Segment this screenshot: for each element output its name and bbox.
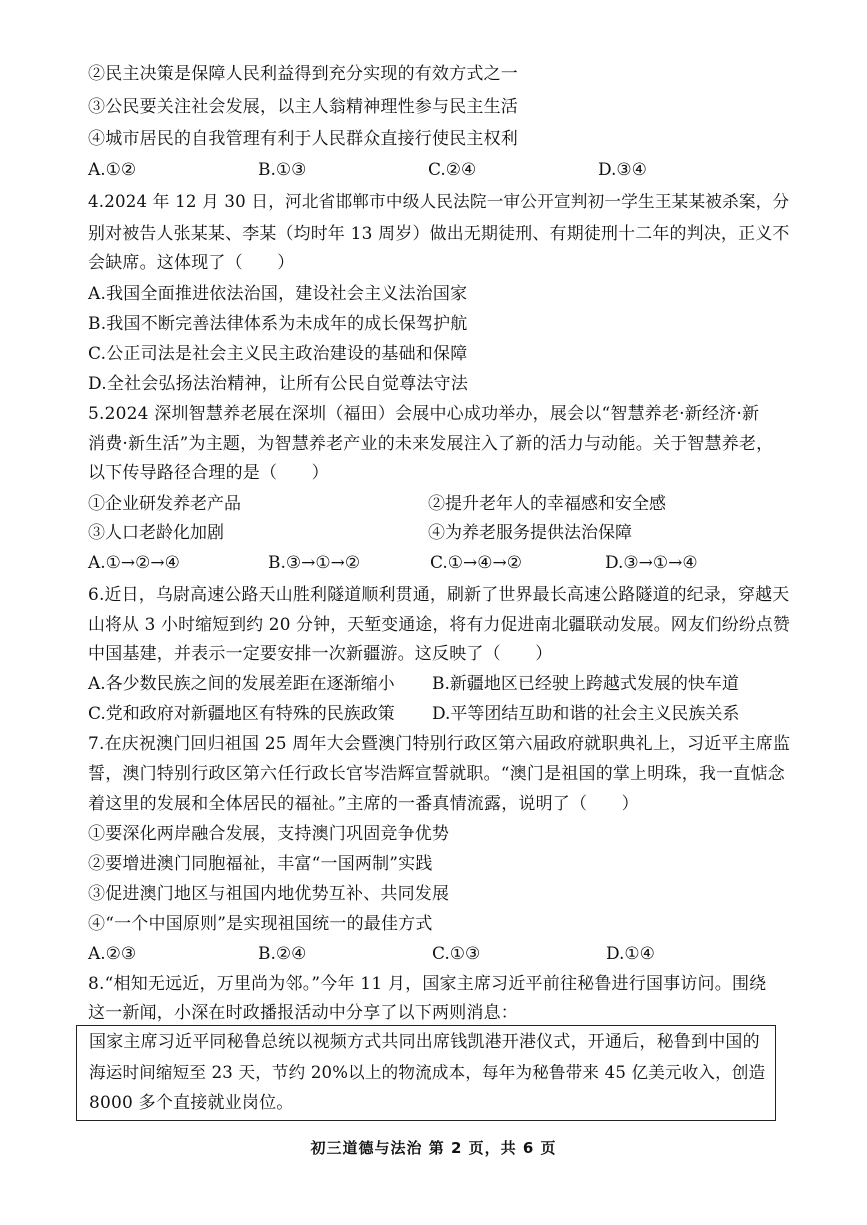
q5-option-d: D.③→①→④ (605, 553, 698, 573)
q3-option-a: A.①② (88, 160, 137, 180)
q5-option-c: C.①→④→② (430, 553, 523, 573)
q6-option-d: D.平等团结互助和谐的社会主义民族关系 (432, 704, 740, 724)
q3-option-d: D.③④ (598, 160, 647, 180)
q3-statement-4: ④城市居民的自我管理有利于人民群众直接行使民主权利 (88, 129, 518, 149)
q4-stem-line-2: 别对被告人张某某、李某（均时年 13 周岁）做出无期徒刑、有期徒刑十二年的判决，正义不 (88, 223, 790, 243)
q6-option-a: A.各少数民族之间的发展差距在逐渐缩小 (88, 674, 395, 694)
q7-option-c: C.①③ (432, 944, 481, 964)
q5-statement-3: ③人口老龄化加剧 (88, 523, 224, 543)
q6-stem-line-3: 中国基建，并表示一定要安排一次新疆游。这反映了（ ） (88, 644, 553, 664)
q4-stem-line-1: 4.2024 年 12 月 30 日，河北省邯郸市中级人民法院一审公开宣判初一学生王某某被杀案，分 (88, 192, 790, 211)
q8-stem-line-2: 这一新闻，小深在时政播报活动中分享了以下两则消息： (88, 1003, 518, 1023)
q7-option-d: D.①④ (606, 944, 655, 964)
q3-statement-2: ②民主决策是保障人民利益得到充分实现的有效方式之一 (88, 64, 518, 84)
q4-stem-line-3: 会缺席。这体现了（ ） (88, 253, 295, 273)
q5-option-b: B.③→①→② (268, 553, 361, 573)
q5-stem-line-3: 以下传导路径合理的是（ ） (88, 463, 329, 483)
q6-stem-line-2: 山将从 3 小时缩短到约 20 分钟，天堑变通途，将有力促进南北疆联动发展。网友们纷纷点赞 (88, 614, 790, 634)
q5-stem-line-1: 5.2024 深圳智慧养老展在深圳（福田）会展中心成功举办，展会以“智慧养老·新经济·新 (88, 404, 760, 424)
q6-option-b: B.新疆地区已经驶上跨越式发展的快车道 (432, 674, 739, 694)
q6-stem-line-1: 6.近日，乌尉高速公路天山胜利隧道顺利贯通，刷新了世界最长高速公路隧道的纪录，穿越天 (88, 584, 790, 604)
q7-stem-line-2: 誓，澳门特别行政区第六任行政长官岑浩辉宣誓就职。“澳门是祖国的掌上明珠，我一直惦念 (88, 764, 785, 784)
q4-option-b: B.我国不断完善法律体系为未成年的成长保驾护航 (88, 314, 468, 334)
q5-stem-line-2: 消费·新生活”为主题，为智慧养老产业的未来发展注入了新的活力与动能。关于智慧养老， (88, 434, 774, 454)
q3-option-c: C.②④ (428, 160, 477, 180)
q7-stem-line-3: 着这里的发展和全体居民的福祉。”主席的一番真情流露，说明了（ ） (88, 794, 639, 814)
q5-statement-2: ②提升老年人的幸福感和安全感 (428, 494, 666, 514)
q4-option-d: D.全社会弘扬法治精神，让所有公民自觉尊法守法 (88, 374, 469, 394)
q5-option-a: A.①→②→④ (88, 553, 180, 573)
q6-option-c: C.党和政府对新疆地区有特殊的民族政策 (88, 704, 395, 724)
q5-statement-1: ①企业研发养老产品 (88, 494, 241, 514)
page-footer: 初三道德与法治 第 2 页，共 6 页 (310, 1139, 557, 1157)
q4-option-c: C.公正司法是社会主义民主政治建设的基础和保障 (88, 344, 468, 364)
q7-option-a: A.②③ (88, 944, 137, 964)
q8-news-box (76, 1025, 776, 1121)
q5-statement-4: ④为养老服务提供法治保障 (428, 523, 632, 543)
q3-statement-3: ③公民要关注社会发展，以主人翁精神理性参与民主生活 (88, 97, 518, 117)
q8-stem-line-1: 8.“相知无远近，万里尚为邻。”今年 11 月，国家主席习近平前往秘鲁进行国事访问。围绕 (88, 974, 767, 994)
q8-news-line-1: 国家主席习近平同秘鲁总统以视频方式共同出席钱凯港开港仪式，开通后，秘鲁到中国的 (89, 1032, 760, 1052)
q7-statement-1: ①要深化两岸融合发展，支持澳门巩固竞争优势 (88, 824, 450, 844)
q8-news-line-3: 8000 多个直接就业岗位。 (89, 1093, 294, 1113)
q7-option-b: B.②④ (258, 944, 307, 964)
q7-statement-4: ④“一个中国原则”是实现祖国统一的最佳方式 (88, 914, 433, 934)
q7-stem-line-1: 7.在庆祝澳门回归祖国 25 周年大会暨澳门特别行政区第六届政府就职典礼上，习近平主席监 (88, 734, 791, 754)
q8-news-line-2: 海运时间缩短至 23 天，节约 20%以上的物流成本，每年为秘鲁带来 45 亿美元收入，创造 (89, 1063, 766, 1082)
q7-statement-2: ②要增进澳门同胞福祉，丰富“一国两制”实践 (88, 854, 433, 874)
q7-statement-3: ③促进澳门地区与祖国内地优势互补、共同发展 (88, 884, 450, 904)
q4-option-a: A.我国全面推进依法治国，建设社会主义法治国家 (88, 284, 468, 304)
q3-option-b: B.①③ (258, 160, 307, 180)
